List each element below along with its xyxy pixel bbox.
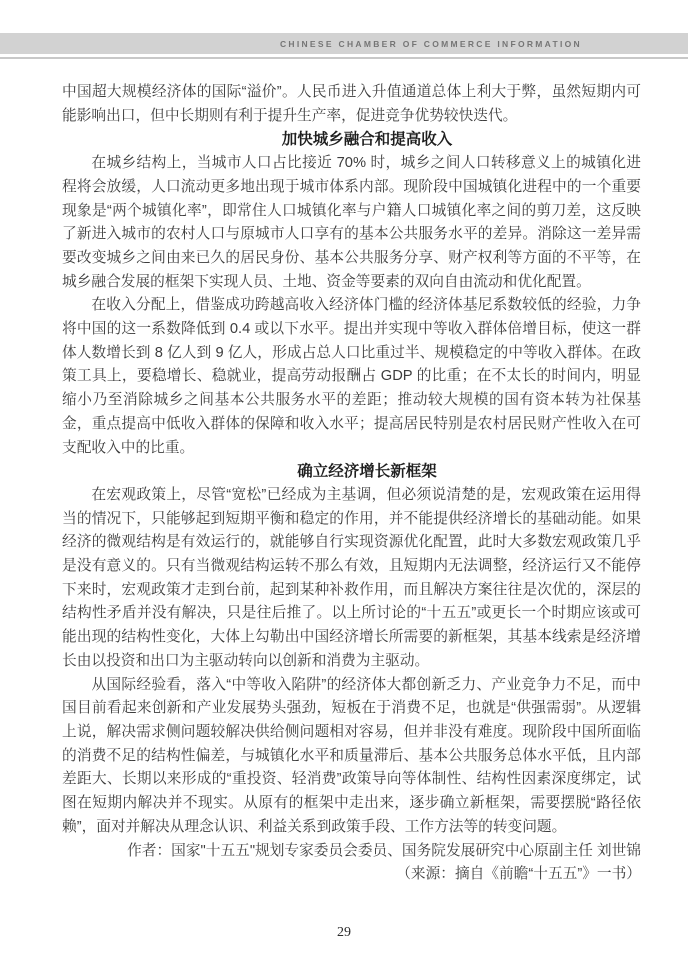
paragraph-income-distribution: 在收入分配上，借鉴成功跨越高收入经济体门槛的经济体基尼系数较低的经验，力争将中国的这一系数降低到 0.4 或以下水平。提出并实现中等收入群体倍增目标，使这一群体人数增长到 8 亿人到 9 亿人，形成占总人口比重过半、规模稳定的中等收入群体。在政策工具上，要稳增长、稳就业，提高劳动报酬占 GDP 的比重；在不太长的时间内，明显缩小乃至消除城乡之间基本公共服务水平的差距；推动较大规模的国有资本转为社保基金，重点提高中低收入群体的保障和收入水平；提高居民特别是农村居民财产性收入在可支配收入中的比重。	[62, 297, 641, 456]
section-heading-growth-framework: 确立经济增长新框架	[297, 463, 437, 481]
paragraph-macro-policy: 在宏观政策上，尽管“宽松”已经成为主基调，但必须说清楚的是，宏观政策在运用得当的情况下，只能够起到短期平衡和稳定的作用，并不能提供经济增长的基础动能。如果经济的微观结构是有效运行的，就能够自行实现资源优化配置，此时大多数宏观政策几乎是没有意义的。只有当微观结构运转不那么有效，且短期内无法调整，经济运行又不能停下来时，宏观政策才走到台前，起到某种补救作用，而且解决方案往往是次优的，深层的结构性矛盾并没有解决，只是往后推了。以上所讨论的“十五五”或更长一个时期应该或可能出现的结构性变化，大体上勾勒出中国经济增长所需要的新框架，其基本线索是经济增长由以投资和出口为主驱动转向以创新和消费为主驱动。	[62, 486, 641, 669]
paragraph-urban-structure: 在城乡结构上，当城市人口占比接近 70% 时，城乡之间人口转移意义上的城镇化进程将会放缓，人口流动更多地出现于城市体系内部。现阶段中国城镇化进程中的一个重要现象是“两个城镇化率”，即常住人口城镇化率与户籍人口城镇化率之间的剪刀差，这反映了新进入城市的农村人口与原城市人口享有的基本公共服务水平的差异。消除这一差异需要改变城乡之间由来已久的居民身份、基本公共服务分享、财产权利等方面的不平等，在城乡融合发展的框架下实现人员、土地、资金等要素的双向自由流动和优化配置。	[62, 155, 641, 290]
source-line: （来源：摘自《前瞻“十五五”》一书）	[396, 866, 641, 883]
header-banner-text: CHINESE CHAMBER OF COMMERCE INFORMATION	[279, 38, 582, 49]
author-line: 作者：国家"十五五"规划专家委员会委员、国务院发展研究中心原副主任 刘世锦	[127, 842, 641, 859]
page-number: 29	[337, 925, 351, 940]
section-heading-urban-rural: 加快城乡融合和提高收入	[281, 131, 453, 149]
paragraph-intro: 中国超大规模经济体的国际“溢价”。人民币进入升值通道总体上利大于弊，虽然短期内可能影响出口，但中长期则有利于提升生产率，促进竞争优势较快迭代。	[62, 84, 641, 124]
article-body	[62, 81, 641, 887]
paragraph-international-experience: 从国际经验看，落入“中等收入陷阱”的经济体大都创新乏力、产业竞争力不足，而中国目前看起来创新和产业发展势头强劲，短板在于消费不足，也就是“供强需弱”。从逻辑上说，解决需求侧问题较解决供给侧问题相对容易，但并非没有难度。现阶段中国所面临的消费不足的结构性偏差，与城镇化水平和质量滞后、基本公共服务总体水平低，且内部差距大、长期以来形成的“重投资、轻消费”政策导向等体制性、结构性因素深度绑定，试图在短期内解决并不现实。从原有的框架中走出来，逐步确立新框架，需要摆脱“路径依赖”，面对并解决从理念认识、利益关系到政策手段、工作方法等的转变问题。	[62, 676, 641, 835]
header-divider-rule	[0, 57, 688, 59]
header-banner-band	[0, 33, 688, 54]
